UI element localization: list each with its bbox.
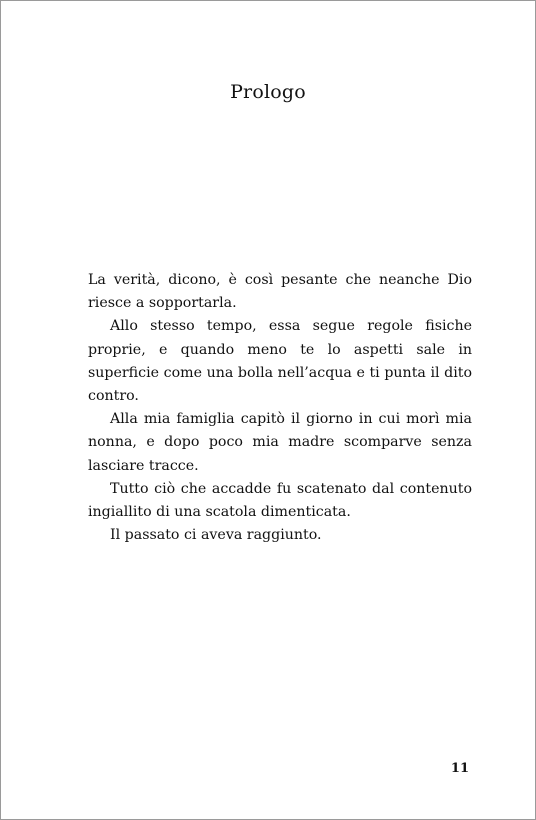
paragraph: Il passato ci aveva raggiunto. (110, 527, 322, 544)
paragraph: Tutto ciò che accadde fu scatenato dal contenuto ingiallito di una scatola dimenticata. (88, 480, 472, 521)
chapter-title: Prologo (230, 81, 306, 103)
body-text (88, 269, 472, 547)
paragraph: Allo stesso tempo, essa segue regole fisiche proprie, e quando meno te lo aspetti sale in superficie come una bolla nell’acqua e ti punta il dito contro. (88, 318, 472, 405)
paragraph: Alla mia famiglia capitò il giorno in cui morì mia nonna, e dopo poco mia madre scomparve senza lasciare tracce. (88, 411, 472, 474)
paragraph: La verità, dicono, è così pesante che neanche Dio riesce a sopportarla. (88, 272, 472, 312)
page-number: 11 (450, 761, 469, 776)
